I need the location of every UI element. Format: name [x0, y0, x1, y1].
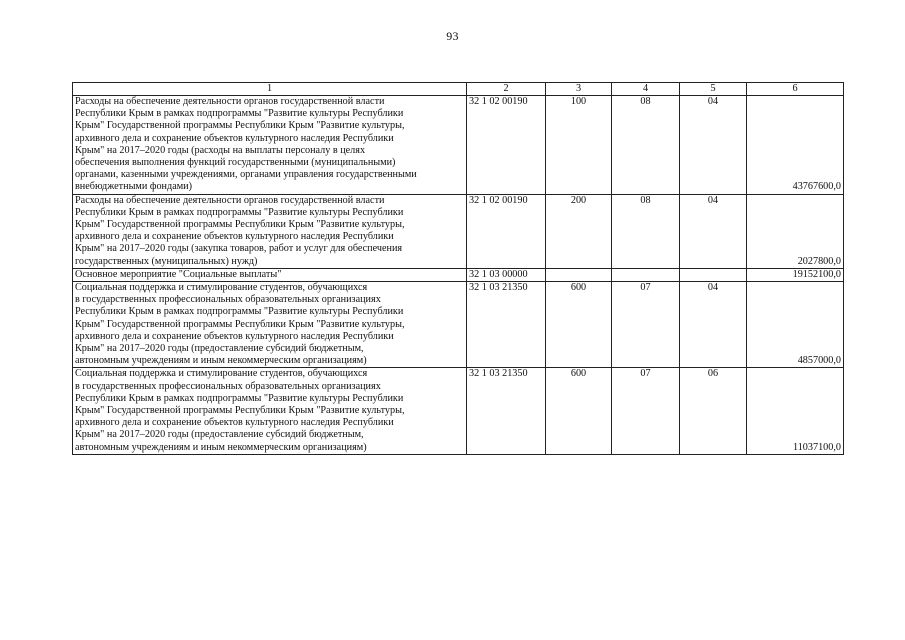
- column-header: 3: [546, 83, 612, 96]
- table-header-row: [73, 83, 844, 96]
- amount-cell: 2027800,0: [747, 194, 844, 268]
- row-description: Расходы на обеспечение деятельности органов государственной власти Республики Крым в рамках подпрограммы "Развитие культуры Республики Крым" Государственной программы Республики Крым "Развитие культуры, архивного дела и сохранение объектов культурного наследия Республики Крым" на 2017–2020 годы (закупка товаров, работ и услуг для обеспечения государственных (муниципальных) нужд): [75, 194, 405, 267]
- table-row: [73, 268, 844, 281]
- subsection-cell: 04: [680, 194, 747, 268]
- row-description: Расходы на обеспечение деятельности органов государственной власти Республики Крым в рамках подпрограммы "Развитие культуры Республики Крым" Государственной программы Республики Крым "Развитие культуры, архивного дела и сохранение объектов культурного наследия Республики Крым" на 2017–2020 годы (расходы на выплаты персоналу в целях обеспечения выполнения функций государственными (муниципальными) органами, казенными учреждениями, органами управления государственными внебюджетными фондами): [75, 96, 417, 193]
- amount-cell: 43767600,0: [747, 96, 844, 195]
- section-cell: 07: [612, 282, 680, 368]
- table-row: [73, 194, 844, 268]
- section-cell: 08: [612, 194, 680, 268]
- section-cell: 08: [612, 96, 680, 195]
- column-header: 6: [747, 83, 844, 96]
- table-row: [73, 282, 844, 368]
- program-code-cell: 32 1 02 00190: [467, 194, 546, 268]
- expense-type-cell: [546, 268, 612, 281]
- column-header: 1: [73, 83, 467, 96]
- row-description: Социальная поддержка и стимулирование студентов, обучающихся в государственных профессиональных образовательных организациях Республики Крым в рамках подпрограммы "Развитие культуры Республики Крым" Государственной программы Республики Крым "Развитие культуры, архивного дела и сохранение объектов культурного наследия Республики Крым" на 2017–2020 годы (предоставление субсидий бюджетным, автономным учреждениям и иным некоммерческим организациям): [75, 368, 405, 453]
- table-row: [73, 96, 844, 195]
- description-cell: [73, 194, 467, 268]
- expense-type-cell: 200: [546, 194, 612, 268]
- table-row: [73, 368, 844, 454]
- section-cell: [612, 268, 680, 281]
- expense-type-cell: 600: [546, 282, 612, 368]
- subsection-cell: 04: [680, 96, 747, 195]
- program-code-cell: 32 1 03 00000: [467, 268, 546, 281]
- column-header: 4: [612, 83, 680, 96]
- description-cell: [73, 268, 467, 281]
- amount-cell: 11037100,0: [747, 368, 844, 454]
- expense-type-cell: 100: [546, 96, 612, 195]
- amount-cell: 4857000,0: [747, 282, 844, 368]
- description-cell: [73, 282, 467, 368]
- program-code-cell: 32 1 02 00190: [467, 96, 546, 195]
- program-code-cell: 32 1 03 21350: [467, 282, 546, 368]
- expense-type-cell: 600: [546, 368, 612, 454]
- subsection-cell: [680, 268, 747, 281]
- program-code-cell: 32 1 03 21350: [467, 368, 546, 454]
- subsection-cell: 04: [680, 282, 747, 368]
- column-header: 2: [467, 83, 546, 96]
- column-header: 5: [680, 83, 747, 96]
- row-description: Основное мероприятие "Социальные выплаты": [75, 268, 282, 280]
- budget-table: [72, 82, 844, 455]
- amount-cell: 19152100,0: [747, 268, 844, 281]
- row-description: Социальная поддержка и стимулирование студентов, обучающихся в государственных профессиональных образовательных организациях Республики Крым в рамках подпрограммы "Развитие культуры Республики Крым" Государственной программы Республики Крым "Развитие культуры, архивного дела и сохранение объектов культурного наследия Республики Крым" на 2017–2020 годы (предоставление субсидий бюджетным, автономным учреждениям и иным некоммерческим организациям): [75, 282, 405, 367]
- description-cell: [73, 368, 467, 454]
- page-number: 93: [446, 29, 459, 43]
- subsection-cell: 06: [680, 368, 747, 454]
- description-cell: [73, 96, 467, 195]
- section-cell: 07: [612, 368, 680, 454]
